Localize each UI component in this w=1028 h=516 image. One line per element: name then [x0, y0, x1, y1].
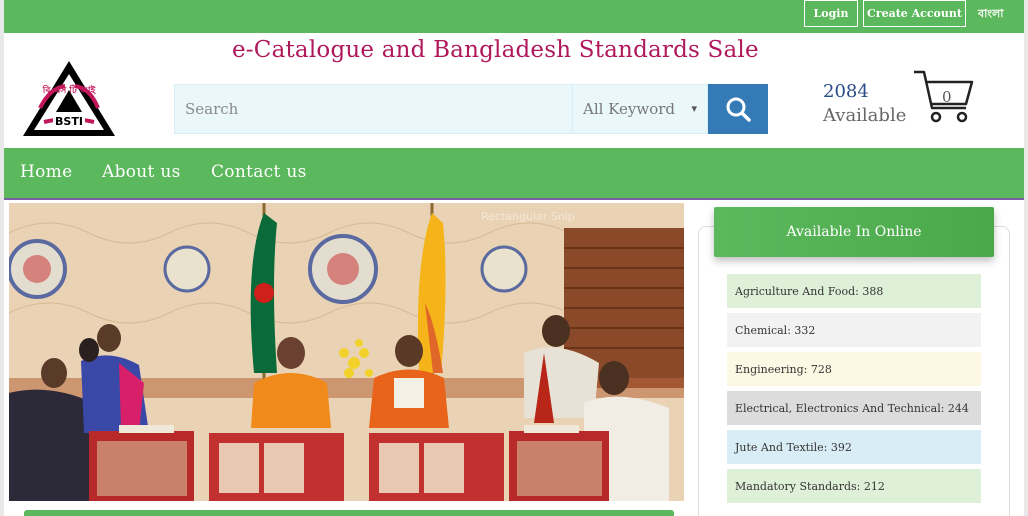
category-item[interactable]: Chemical: 332	[727, 313, 981, 347]
bsti-logo[interactable]	[20, 58, 118, 140]
available-online-header: Available In Online	[714, 207, 994, 257]
available-count: 2084	[823, 81, 869, 102]
banner-photo-illustration	[9, 203, 684, 501]
site-title: e-Catalogue and Bangladesh Standards Sale	[232, 37, 759, 63]
search-input[interactable]	[174, 84, 572, 134]
nav-home[interactable]: Home	[20, 162, 73, 182]
logo-text: BSTI	[55, 115, 83, 128]
logo-script-text: বি এস টি আই	[42, 86, 96, 96]
create-account-button[interactable]: Create Account	[863, 0, 966, 27]
search-icon	[725, 96, 751, 122]
category-item[interactable]: Agriculture And Food: 388	[727, 274, 981, 308]
chevron-down-icon: ▾	[691, 102, 697, 115]
page	[4, 0, 1024, 516]
banner-watermark: Rectangular Snip	[481, 210, 575, 223]
language-toggle-link[interactable]: বাংলা	[978, 7, 1004, 20]
category-item[interactable]: Mandatory Standards: 212	[727, 469, 981, 503]
keyword-filter-select[interactable]	[572, 84, 708, 134]
available-label: Available	[823, 105, 907, 126]
keyword-filter-value: All Keyword	[583, 100, 675, 118]
category-item[interactable]: Jute And Textile: 392	[727, 430, 981, 464]
top-bar	[4, 0, 1024, 33]
banner-image	[9, 203, 684, 501]
cart-count: 0	[942, 88, 952, 106]
category-item[interactable]: Engineering: 728	[727, 352, 981, 386]
banner-bottom-bar	[24, 510, 674, 516]
nav-about-us[interactable]: About us	[102, 162, 181, 182]
login-button[interactable]: Login	[804, 0, 858, 27]
category-item[interactable]: Electrical, Electronics And Technical: 244	[727, 391, 981, 425]
main-nav	[4, 148, 1024, 200]
nav-contact-us[interactable]: Contact us	[211, 162, 307, 182]
search-button[interactable]	[708, 84, 768, 134]
